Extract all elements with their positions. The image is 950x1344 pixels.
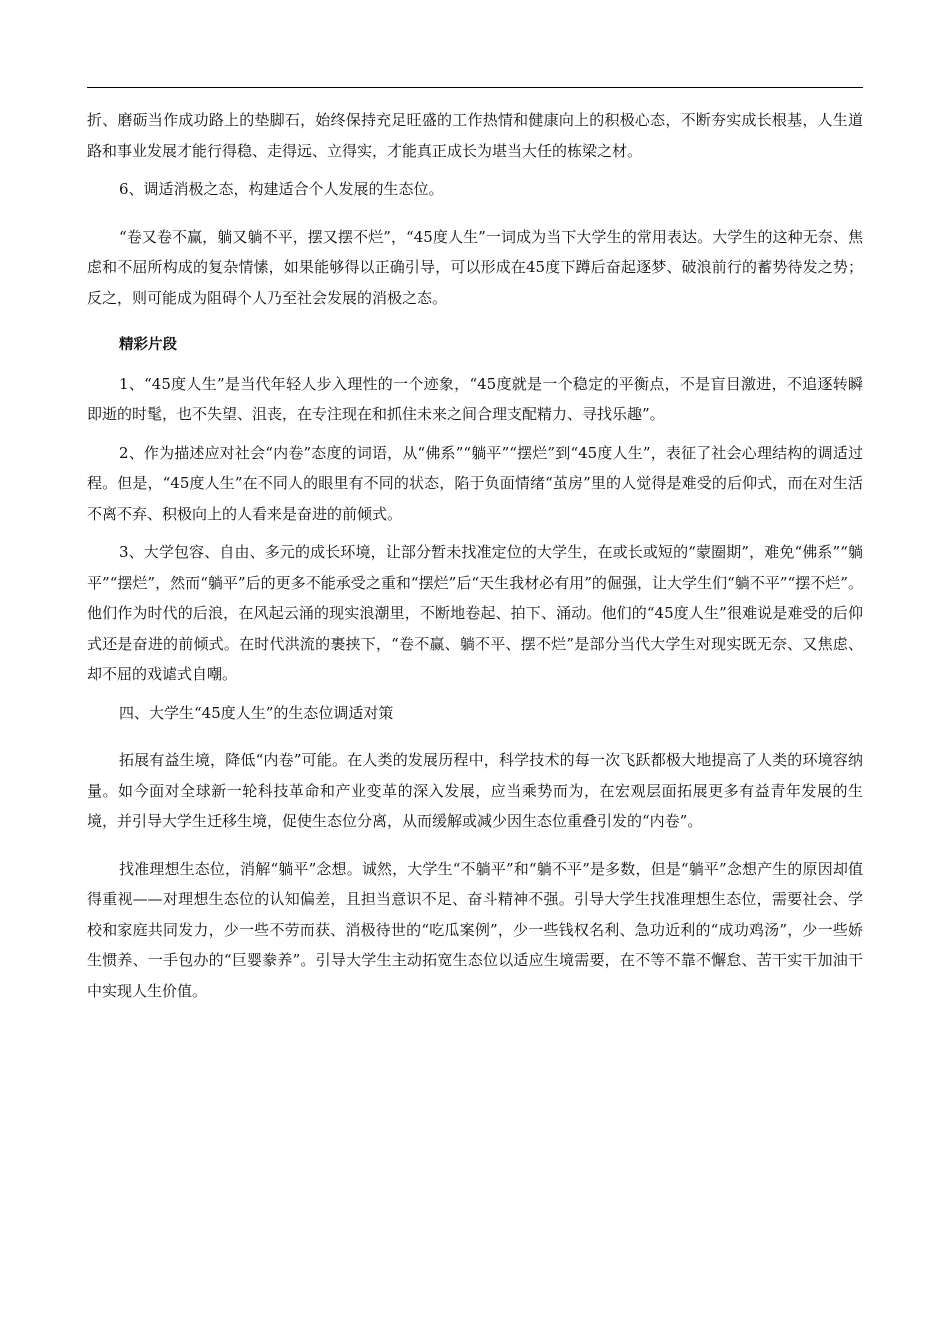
paragraph-find-niche: 找准理想生态位，消解“躺平”念想。诚然，大学生“不躺平”和“躺不平”是多数，但是“躺平”念想产生的原因却值得重视——对理想生态位的认知偏差，且担当意识不足、奋斗精神不强。引导大学生找准理想生态位，需要社会、学校和家庭共同发力，少一些不劳而获、消极待世的“吃瓜案例”，少一些钱权名利、急功近利的“成功鸡汤”，少一些娇生惯养、一手包办的“巨婴豢养”。引导大学生主动拓宽生态位以适应生境需要，在不等不靠不懈怠、苦干实干加油干中实现人生价值。 [87, 859, 863, 1000]
document-body [87, 105, 863, 1006]
paragraph-expand-habitat: 拓展有益生境，降低“内卷”可能。在人类的发展历程中，科学技术的每一次飞跃都极大地提高了人类的环境容纳量。如今面对全球新一轮科技革命和产业变革的深入发展，应当乘势而为，在宏观层面拓展更多有益青年发展的生境，并引导大学生迁移生境，促使生态位分离，从而缓解或减少因生态位重叠引发的“内卷”。 [87, 751, 863, 830]
paragraph-section-4-title: 四、大学生“45度人生”的生态位调适对策 [119, 703, 394, 722]
paragraph-45-degree-intro: “卷又卷不赢，躺又躺不平，摆又摆不烂”，“45度人生”一词成为当下大学生的常用表达。大学生的这种无奈、焦虑和不屈所构成的复杂情愫，如果能够得以正确引导，可以形成在45度下蹲后奋起逐梦、破浪前行的蓄势待发之势；反之，则可能成为阻碍个人乃至社会发展的消极之态。 [87, 227, 863, 307]
paragraph-highlight-1: 1、“45度人生”是当代年轻人步入理性的一个迹象，“45度就是一个稳定的平衡点，不是盲目激进，不追逐转瞬即逝的时髦，也不失望、沮丧，在专注现在和抓住未来之间合理支配精力、寻找乐趣”。 [87, 374, 863, 423]
paragraph-highlight-3: 3、大学包容、自由、多元的成长环境，让部分暂未找准定位的大学生，在或长或短的“蒙圈期”，难免“佛系”“躺平”“摆烂”，然而“躺平”后的更多不能承受之重和“摆烂”后“天生我材必有用”的倔强，让大学生们“躺不平”“摆不烂”。他们作为时代的后浪，在风起云涌的现实浪潮里，不断地卷起、拍下、涌动。他们的“45度人生”很难说是难受的后仰式还是奋进的前倾式。在时代洪流的裹挟下，“卷不赢、躺不平、摆不烂”是部分当代大学生对现实既无奈、又焦虑、却不屈的戏谑式自嘲。 [87, 543, 863, 683]
header-rule [87, 87, 863, 88]
paragraph-continuation: 折、磨砺当作成功路上的垫脚石，始终保持充足旺盛的工作热情和健康向上的积极心态，不断夯实成长根基，人生道路和事业发展才能行得稳、走得远、立得实，才能真正成长为堪当大任的栋梁之材。 [87, 111, 863, 160]
paragraph-section-6: 6、调适消极之态，构建适合个人发展的生态位。 [119, 180, 444, 198]
section-heading-highlights: 精彩片段 [119, 337, 177, 353]
paragraph-highlight-2: 2、作为描述应对社会“内卷”态度的词语，从“佛系”“躺平”“摆烂”到“45度人生”，表征了社会心理结构的调适过程。但是，“45度人生”在不同人的眼里有不同的状态，陷于负面情绪“茧房”里的人觉得是难受的后仰式，而在对生活不离不弃、积极向上的人看来是奋进的前倾式。 [87, 443, 863, 523]
